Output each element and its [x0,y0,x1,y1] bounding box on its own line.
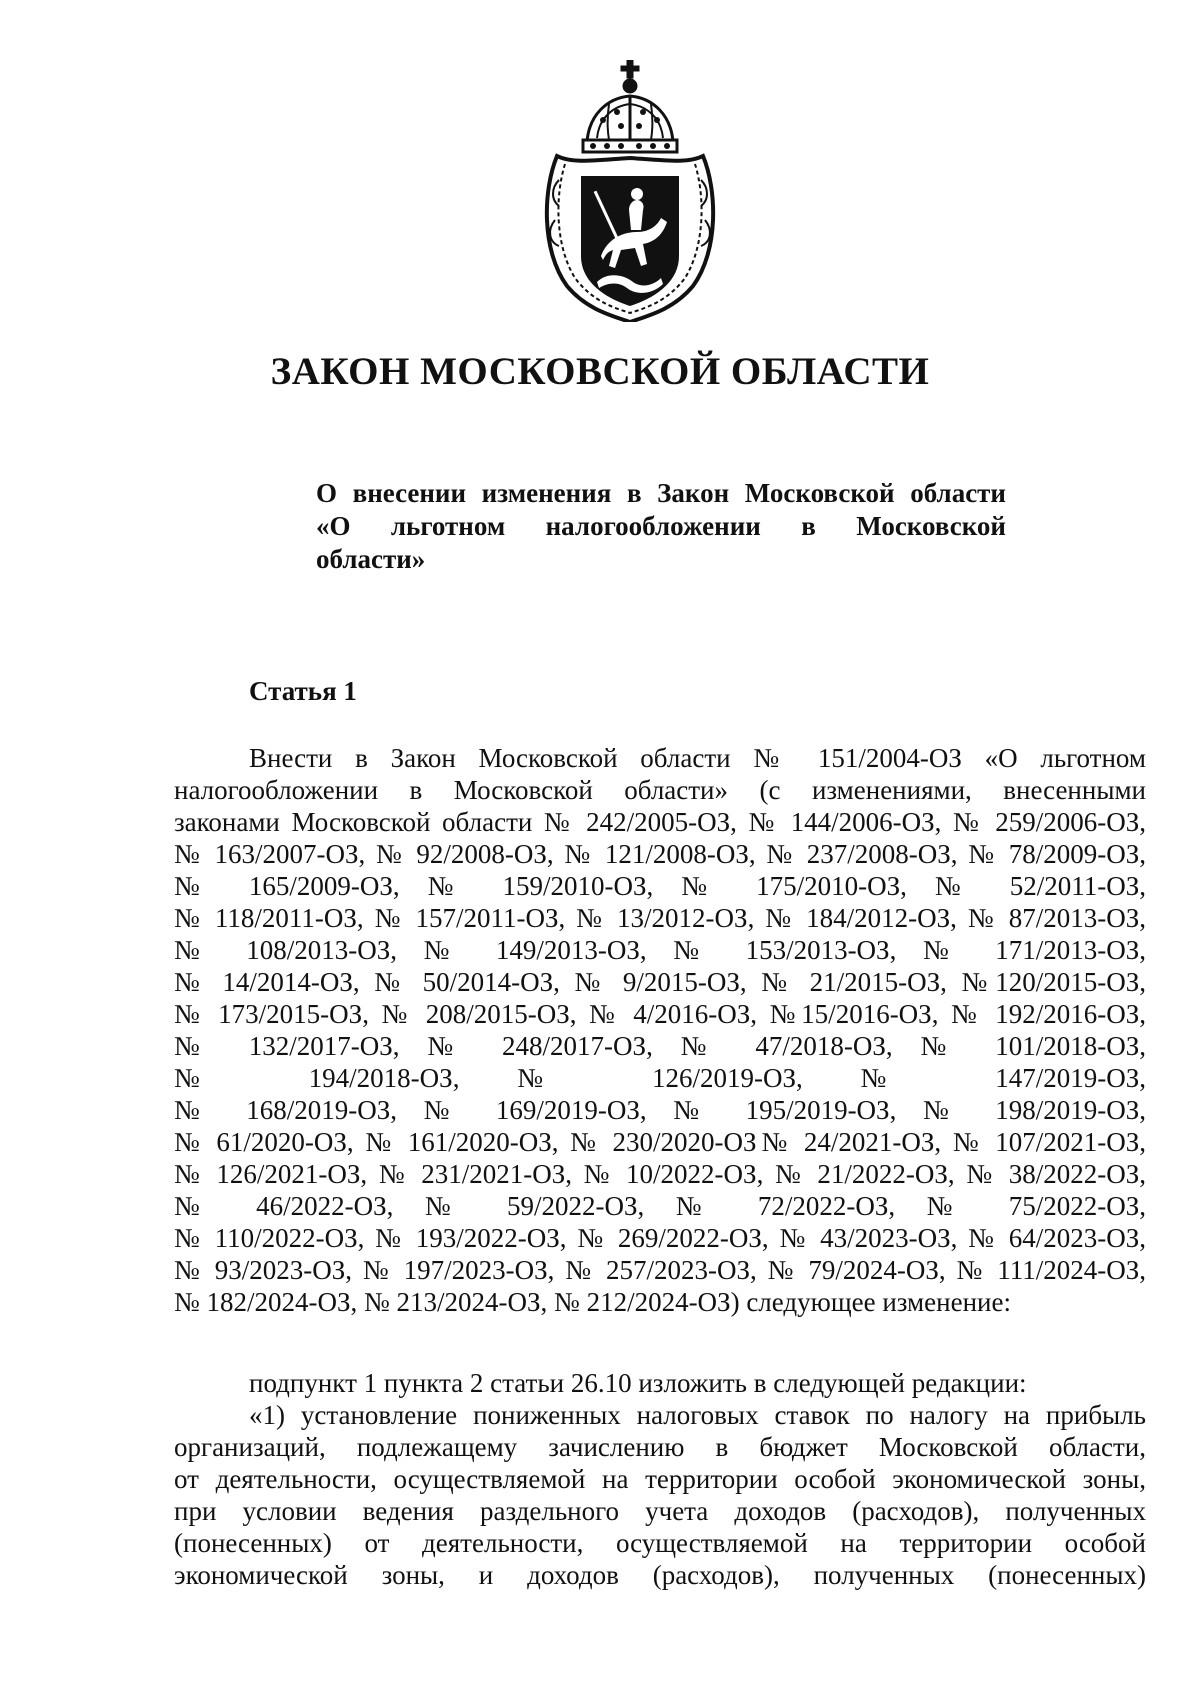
paragraph-line: подпункт 1 пункта 2 статьи 26.10 изложить в следующей редакции: [249,1368,1027,1398]
paragraph-line: Внести в Закон Московской области № 151/2004-ОЗ «О льготном [249,743,1146,773]
paragraph-line: № 194/2018-ОЗ, № 126/2019-ОЗ, № 147/2019-ОЗ, [174,1063,1146,1093]
paragraph-line: при условии ведения раздельного учета доходов (расходов), полученных [174,1496,1146,1526]
paragraph-line: законами Московской области № 242/2005-ОЗ, № 144/2006-ОЗ, № 259/2006-ОЗ, [174,807,1146,837]
paragraph-line: № 108/2013-ОЗ, № 149/2013-ОЗ, № 153/2013-ОЗ, № 171/2013-ОЗ, [174,935,1146,965]
article-heading: Статья 1 [249,676,357,706]
paragraph-line: (понесенных) от деятельности, осуществляемой на территории особой [174,1528,1146,1558]
paragraph-line: № 110/2022-ОЗ, № 193/2022-ОЗ, № 269/2022-ОЗ, № 43/2023-ОЗ, № 64/2023-ОЗ, [174,1223,1146,1253]
article-paragraph [174,742,1146,1318]
paragraph-line: № 118/2011-ОЗ, № 157/2011-ОЗ, № 13/2012-ОЗ, № 184/2012-ОЗ, № 87/2013-ОЗ, [174,903,1146,933]
amendment-paragraph [174,1367,1146,1591]
paragraph-line: № 93/2023-ОЗ, № 197/2023-ОЗ, № 257/2023-ОЗ, № 79/2024-ОЗ, № 111/2024-ОЗ, [174,1255,1146,1285]
paragraph-line: от деятельности, осуществляемой на территории особой экономической зоны, [174,1464,1146,1494]
law-title: ЗАКОН МОСКОВСКОЙ ОБЛАСТИ [270,350,930,393]
paragraph-line: № 46/2022-ОЗ, № 59/2022-ОЗ, № 72/2022-ОЗ, № 75/2022-ОЗ, [174,1191,1146,1221]
paragraph-line: № 173/2015-ОЗ, № 208/2015-ОЗ, № 4/2016-ОЗ, №15/2016-ОЗ, № 192/2016-ОЗ, [174,999,1146,1029]
paragraph-line: налогообложении в Московской области» (с изменениями, внесенными [174,775,1146,805]
paragraph-line: № 132/2017-ОЗ, № 248/2017-ОЗ, № 47/2018-ОЗ, № 101/2018-ОЗ, [174,1031,1146,1061]
moscow-oblast-coat-of-arms-icon [537,60,723,322]
subject-line: области» [316,544,426,574]
paragraph-line: № 163/2007-ОЗ, № 92/2008-ОЗ, № 121/2008-ОЗ, № 237/2008-ОЗ, № 78/2009-ОЗ, [174,839,1146,869]
paragraph-line: «1) установление пониженных налоговых ставок по налогу на прибыль [249,1400,1146,1430]
paragraph-line: экономической зоны, и доходов (расходов), полученных (понесенных) [174,1560,1146,1590]
subject-line: О внесении изменения в Закон Московской области [316,478,1006,508]
subject-line: «О льготном налогообложении в Московской [316,511,1006,541]
paragraph-line: № 61/2020-ОЗ, № 161/2020-ОЗ, № 230/2020-ОЗ№ 24/2021-ОЗ, № 107/2021-ОЗ, [174,1127,1146,1157]
law-subject [316,477,1006,576]
paragraph-line: № 14/2014-ОЗ, № 50/2014-ОЗ, № 9/2015-ОЗ, № 21/2015-ОЗ, №120/2015-ОЗ, [174,967,1146,997]
paragraph-line: организаций, подлежащему зачислению в бюджет Московской области, [174,1432,1146,1462]
paragraph-line: № 165/2009-ОЗ, № 159/2010-ОЗ, № 175/2010-ОЗ, № 52/2011-ОЗ, [174,871,1146,901]
paragraph-line: № 182/2024-ОЗ, № 213/2024-ОЗ, № 212/2024-ОЗ) следующее изменение: [174,1287,1011,1317]
paragraph-line: № 126/2021-ОЗ, № 231/2021-ОЗ, № 10/2022-ОЗ, № 21/2022-ОЗ, № 38/2022-ОЗ, [174,1159,1146,1189]
paragraph-line: № 168/2019-ОЗ, № 169/2019-ОЗ, № 195/2019-ОЗ, № 198/2019-ОЗ, [174,1095,1146,1125]
